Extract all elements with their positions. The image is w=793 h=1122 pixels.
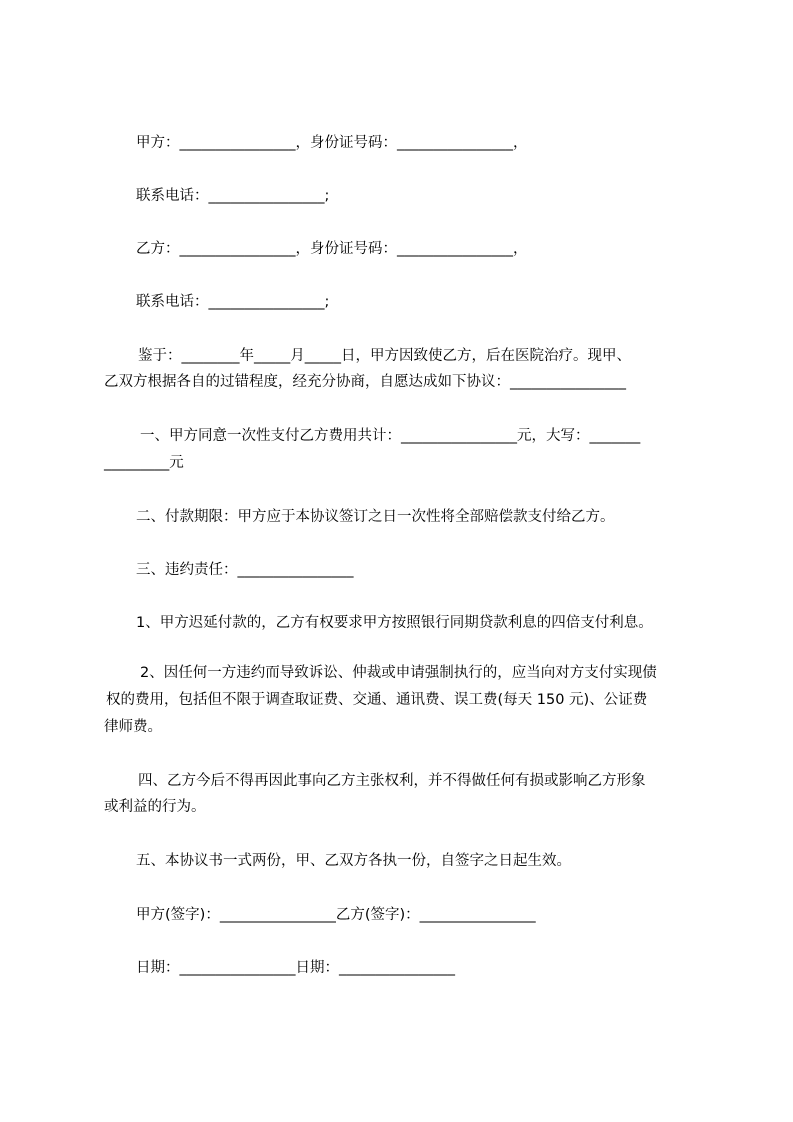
clause-5: 五、本协议书一式两份，甲、乙双方各执一份，自签字之日起生效。 bbox=[136, 853, 571, 869]
clause-4-line-1: 四、乙方今后不得再因此事向乙方主张权利，并不得做任何有损或影响乙方形象 bbox=[138, 773, 646, 789]
whereas-line-1: 鉴于：________年_____月_____日，甲方因致使乙方，后在医院治疗。现甲、 bbox=[138, 348, 631, 364]
party-a-line: 甲方：________________，身份证号码：________________， bbox=[136, 135, 528, 151]
clause-1-line-2: _________元 bbox=[104, 455, 184, 471]
clause-1-line-1: 一、甲方同意一次性支付乙方费用共计：________________元，大写：_______ bbox=[140, 428, 641, 444]
item-1: 1、甲方迟延付款的，乙方有权要求甲方按照银行同期贷款利息的四倍支付利息。 bbox=[136, 615, 653, 631]
date-line: 日期：________________日期：________________ bbox=[136, 960, 455, 976]
phone-a-line: 联系电话：________________; bbox=[136, 188, 330, 204]
party-b-line: 乙方：________________，身份证号码：________________， bbox=[136, 241, 528, 257]
item-2-line-1: 2、因任何一方违约而导致诉讼、仲裁或申请强制执行的，应当向对方支付实现债 bbox=[140, 665, 657, 681]
phone-b-line: 联系电话：________________; bbox=[136, 294, 330, 310]
whereas-line-2: 乙双方根据各自的过错程度，经充分协商，自愿达成如下协议：________________ bbox=[104, 374, 626, 390]
item-2-line-3: 律师费。 bbox=[104, 719, 162, 735]
signature-line: 甲方(签字)：________________乙方(签字)：________________ bbox=[136, 907, 536, 923]
clause-4-line-2: 或利益的行为。 bbox=[104, 799, 206, 815]
item-2-line-2: 权的费用，包括但不限于调查取证费、交通、通讯费、误工费(每天 150 元)、公证费 bbox=[106, 692, 648, 708]
clause-2: 二、付款期限：甲方应于本协议签订之日一次性将全部赔偿款支付给乙方。 bbox=[136, 509, 615, 525]
clause-3: 三、违约责任：________________ bbox=[136, 562, 354, 578]
